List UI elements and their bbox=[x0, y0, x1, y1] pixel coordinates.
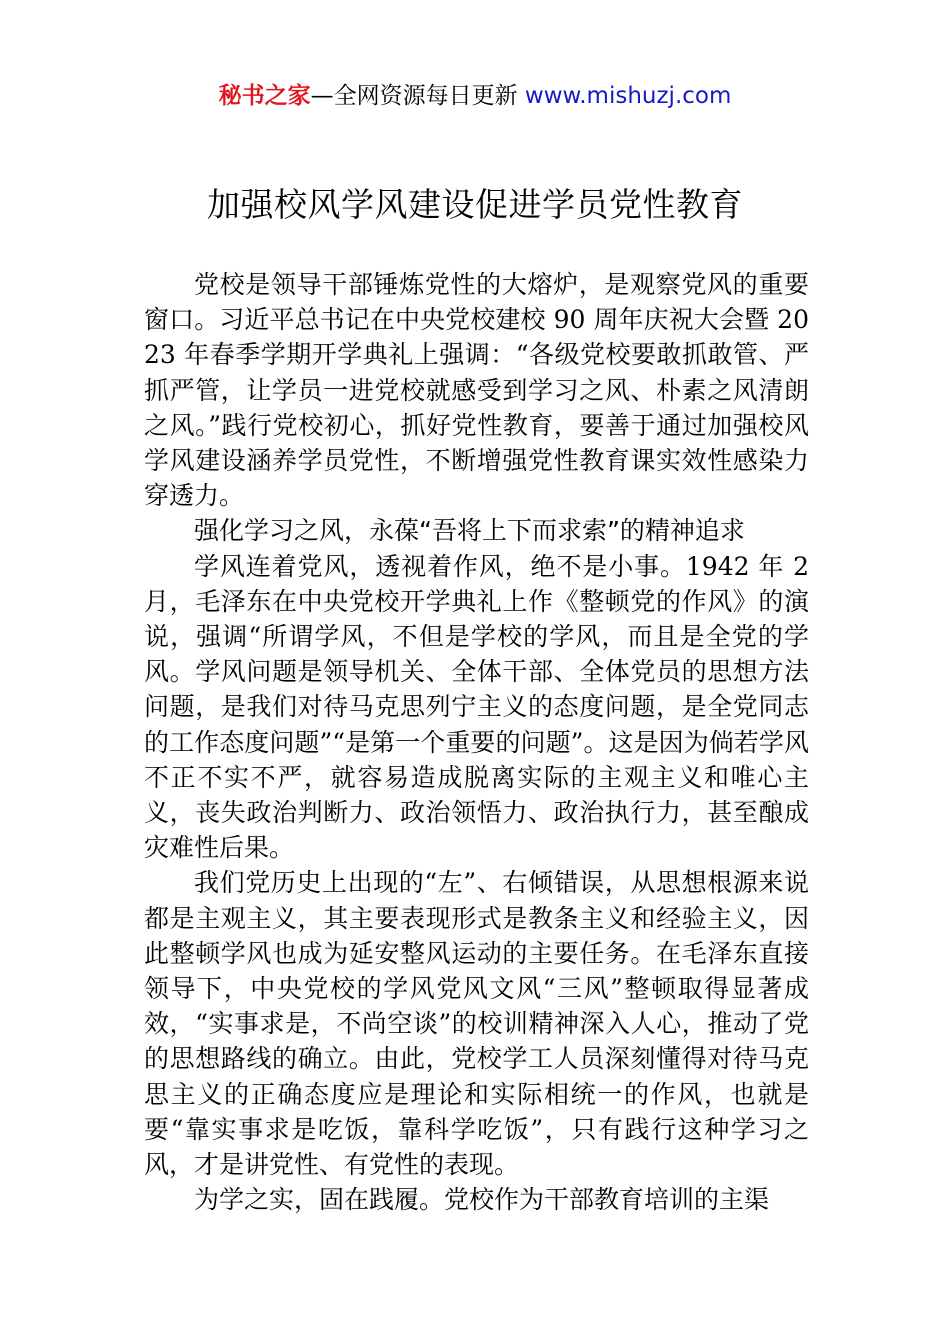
body-paragraph: 学风连着党风，透视着作风，绝不是小事。1942 年 2 月，毛泽东在中央党校开学典礼上作《整顿党的作风》的演说，强调“所谓学风，不但是学校的学风，而且是全党的学风。学风问题是领导机关、全体干部、全体党员的思想方法问题，是我们对待马克思列宁主义的态度问题，是全党同志的工作态度问题”“是第一个重要的问题”。这是因为倘若学风不正不实不严，就容易造成脱离实际的主观主义和唯心主义，丧失政治判断力、政治领悟力、政治执行力，甚至酿成灾难性后果。 bbox=[144, 551, 809, 863]
site-header bbox=[0, 80, 950, 112]
body-paragraph: 党校是领导干部锤炼党性的大熔炉，是观察党风的重要窗口。习近平总书记在中央党校建校 90 周年庆祝大会暨 2023 年春季学期开学典礼上强调：“各级党校要敢抓敢管、严抓严管，让学员一进党校就感受到学习之风、朴素之风清朗之风。”践行党校初心，抓好党性教育，要善于通过加强校风学风建设涵养学员党性，不断增强党性教育课实效性感染力穿透力。 bbox=[144, 270, 809, 511]
body-paragraph: 我们党历史上出现的“左”、右倾错误，从思想根源来说都是主观主义，其主要表现形式是教条主义和经验主义，因此整顿学风也成为延安整风运动的主要任务。在毛泽东直接领导下，中央党校的学风党风文风“三风”整顿取得显著成效，“实事求是，不尚空谈”的校训精神深入人心，推动了党的思想路线的确立。由此，党校学工人员深刻懂得对待马克思主义的正确态度应是理论和实际相统一的作风，也就是要“靠实事求是吃饭，靠科学吃饭”，只有践行这种学习之风，才是讲党性、有党性的表现。 bbox=[144, 868, 809, 1180]
site-slogan: —全网资源每日更新 bbox=[310, 83, 518, 109]
document-body bbox=[144, 267, 809, 1217]
site-url-link[interactable]: www.mishuzj.com bbox=[524, 83, 732, 109]
body-paragraph: 为学之实，固在践履。党校作为干部教育培训的主渠 bbox=[194, 1185, 770, 1215]
site-brand: 秘书之家 bbox=[218, 83, 311, 109]
section-heading: 强化学习之风，永葆“吾将上下而求索”的精神追求 bbox=[194, 516, 745, 546]
document-title: 加强校风学风建设促进学员党性教育 bbox=[207, 185, 743, 224]
